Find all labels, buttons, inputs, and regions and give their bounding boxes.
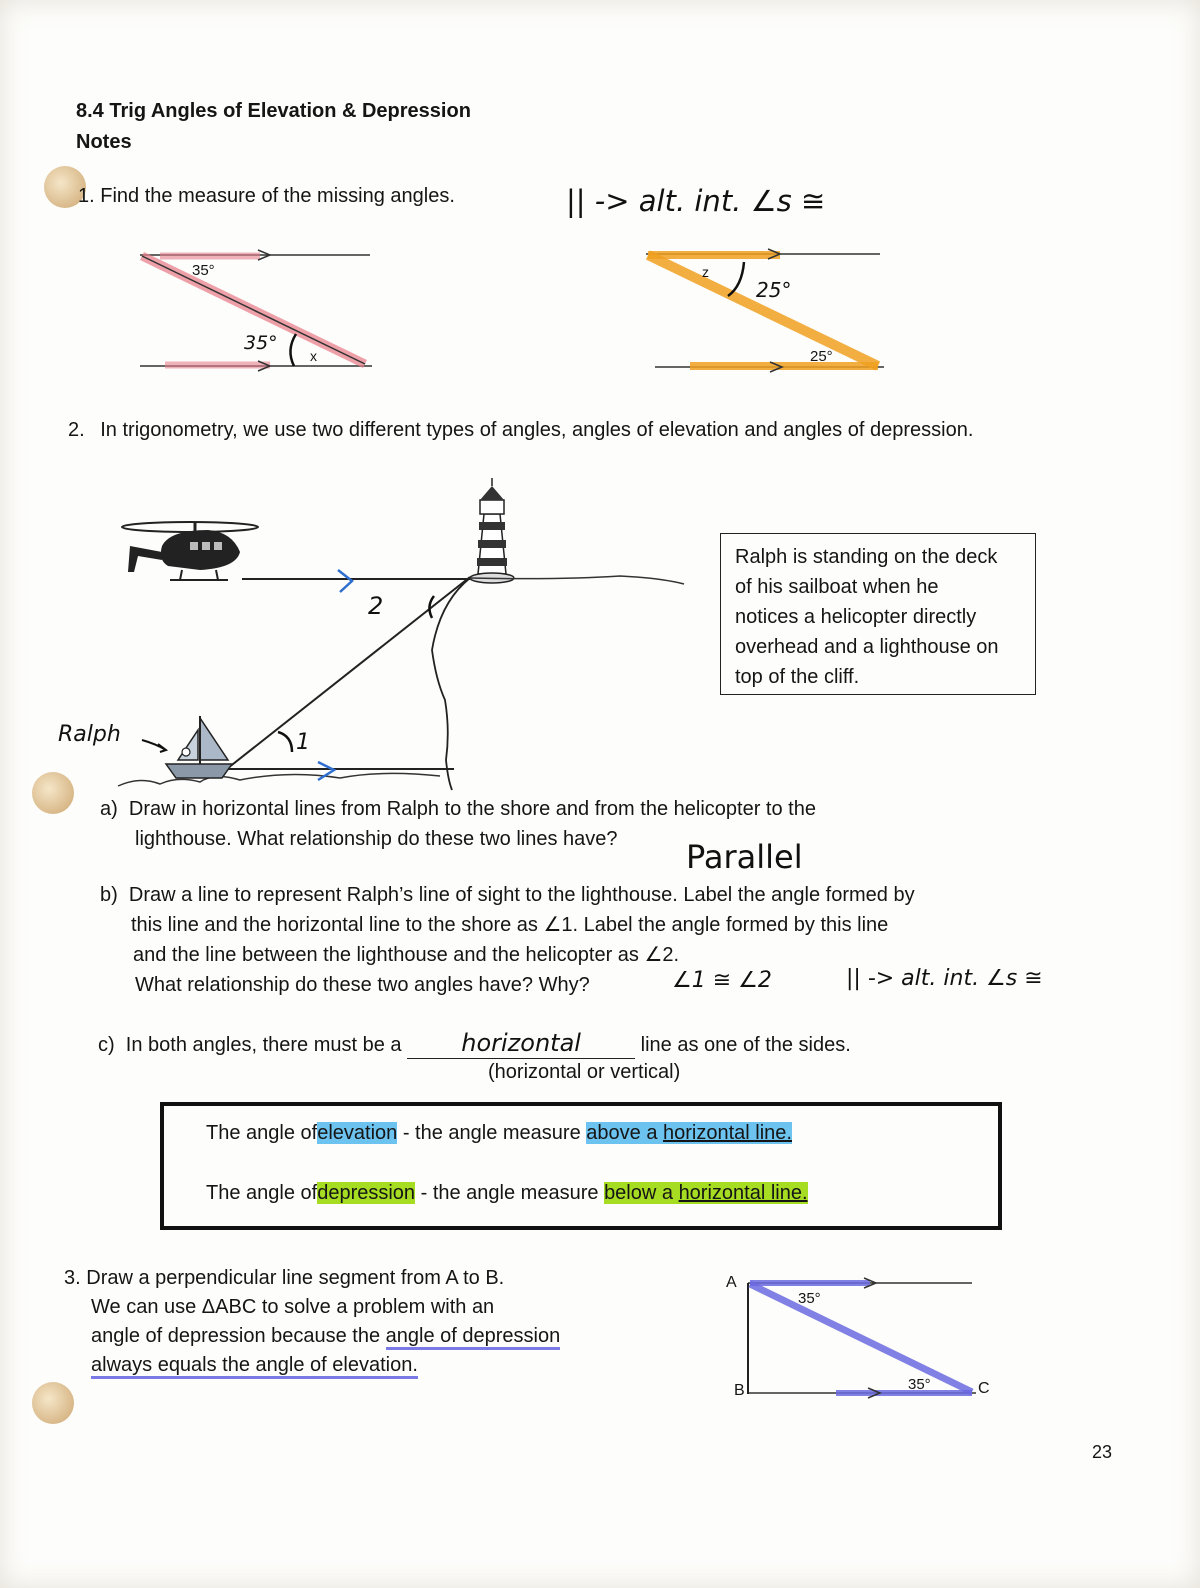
question-2-text: In trigonometry, we use two different types of angles, angles of elevation and angles of depression. (100, 419, 974, 441)
angle-2-label: 2 (368, 592, 384, 620)
answer-horizontal: horizontal (407, 1028, 635, 1059)
lighthouse-scene (118, 478, 684, 790)
label-a: A (726, 1274, 737, 1291)
q1-handwritten-note: || -> alt. int. ∠s ≅ (566, 184, 826, 218)
question-2c: c) In both angles, there must be a horizontal line as one of the sides. (98, 1029, 851, 1057)
fig3-bottom-angle: 35° (908, 1376, 931, 1393)
definition-elevation: The angle ofelevation - the angle measure above a horizontal line. (206, 1122, 792, 1144)
lighthouse-icon (470, 478, 514, 583)
sailboat-icon (166, 716, 232, 778)
question-2 (68, 415, 973, 445)
page-number: 23 (1092, 1442, 1113, 1462)
page-title: 8.4 Trig Angles of Elevation & Depression Notes (76, 100, 471, 153)
fig2-bottom-angle: 25° (810, 348, 833, 365)
fig1-unknown-x: x (310, 348, 317, 364)
question-1-text: Find the measure of the missing angles. (100, 185, 455, 207)
answer-parallel: Parallel (686, 838, 803, 876)
definition-depression: The angle ofdepression - the angle measure below a horizontal line. (206, 1182, 808, 1204)
fig2-top-angle: 25° (756, 278, 792, 302)
angle-1-label: 1 (296, 730, 310, 755)
question-2b: b) Draw a line to represent Ralph’s line of sight to the lighthouse. Label the angle formed by this line and the horizontal line to the shore as ∠1. Label the angle formed by this line and the line between the lighthouse and the helicopter as ∠2. What relationship do these two angles have? Why? (100, 884, 915, 996)
fig1-top-angle: 35° (192, 262, 215, 279)
definitions-box (160, 1102, 1002, 1230)
fig3-top-angle: 35° (798, 1290, 821, 1307)
scenario-box: Ralph is standing on the deck of his sailboat when he notices a helicopter directly overhead and a lighthouse on top of the cliff. (720, 533, 1036, 695)
answer-reason: || -> alt. int. ∠s ≅ (846, 966, 1043, 991)
fig1-bottom-angle: 35° (244, 332, 278, 354)
ralph-label: Ralph (58, 722, 121, 747)
helicopter-icon (122, 522, 258, 580)
question-2a: a) Draw in horizontal lines from Ralph to the shore and from the helicopter to the lighthouse. What relationship do these two lines have? (100, 798, 816, 850)
label-b: B (734, 1382, 745, 1399)
question-2-number: 2. (68, 419, 85, 441)
question-2c-hint: (horizontal or vertical) (488, 1061, 681, 1083)
question-1-number: 1. (78, 185, 95, 207)
answer-congruent-angles: ∠1 ≅ ∠2 (672, 968, 772, 993)
fig2-unknown-z: z (702, 264, 709, 280)
label-c: C (978, 1380, 990, 1397)
figure-2 (646, 249, 884, 372)
question-3: 3. Draw a perpendicular line segment from A to B. We can use ΔABC to solve a problem with an angle of depression because the angle of depression always equals the angle of elevation. (64, 1264, 560, 1380)
figure-3 (748, 1278, 976, 1398)
